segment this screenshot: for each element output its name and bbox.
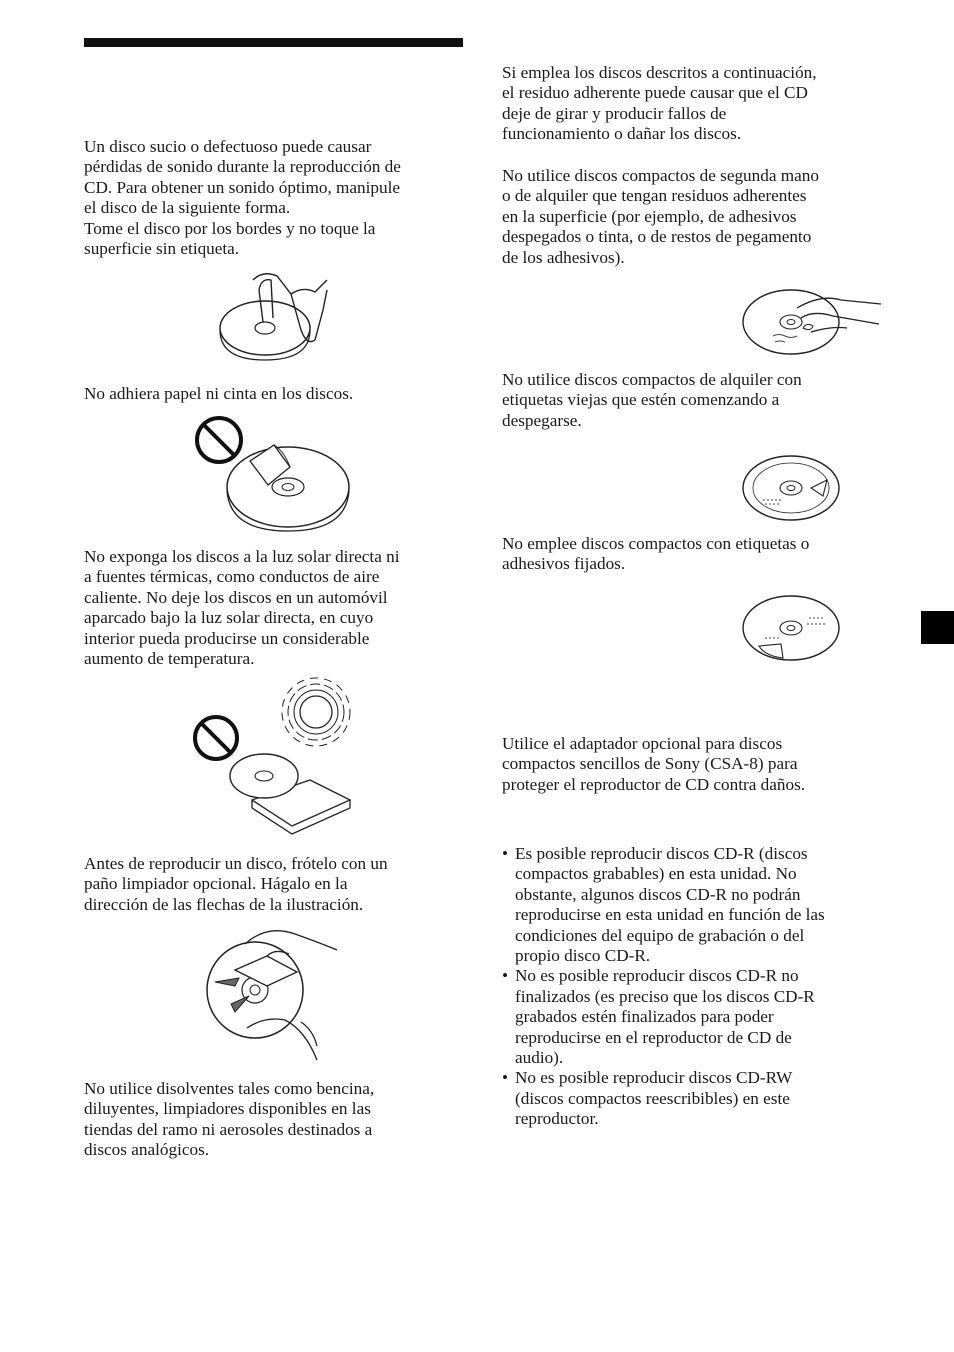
text-line: interior pueda producirse un considerable [84, 628, 370, 648]
text-line: de los adhesivos). [502, 247, 625, 267]
text-line: Antes de reproducir un disco, frótelo con un [84, 854, 388, 873]
text-line: (discos compactos reescribibles) en este [515, 1088, 790, 1108]
text-line: No utilice discos compactos de alquiler con [502, 370, 802, 389]
text-line: audio). [515, 1048, 564, 1068]
list-item [502, 966, 892, 1068]
text-line: discos analógicos. [84, 1140, 210, 1160]
list-item [502, 844, 892, 966]
bullet-symbol: • [502, 966, 509, 986]
list-item [502, 1068, 892, 1129]
text-line: adhesivos fijados. [502, 554, 626, 574]
no-heat-text [84, 547, 469, 669]
no-solvents-text [84, 1079, 469, 1161]
peeling-labels-text [502, 370, 892, 431]
text-line: No exponga los discos a la luz solar directa ni [84, 547, 400, 566]
text-line: finalizados (es preciso que los discos CD-R [515, 986, 815, 1006]
adhesive-residue-disc-icon [741, 288, 883, 358]
text-line: etiquetas viejas que estén comenzando a [502, 390, 780, 410]
text-line: proteger el reproductor de CD contra daños. [502, 774, 806, 794]
residue-warning-text [502, 63, 892, 145]
text-line: despegados o tinta, o de restos de pegamento [502, 227, 812, 247]
text-line: reproducirse en esta unidad en función de las [515, 905, 825, 925]
text-line: aparcado bajo la luz solar directa, en cuyo [84, 608, 374, 628]
text-line: Tome el disco por los bordes y no toque la [84, 218, 376, 238]
text-line: propio disco CD-R. [515, 946, 651, 966]
text-line: aumento de temperatura. [84, 649, 255, 669]
text-line: diluyentes, limpiadores disponibles en las [84, 1099, 371, 1119]
section-rule [84, 38, 463, 47]
wipe-disc-icon [205, 920, 340, 1068]
text-line: tiendas del ramo ni aerosoles destinados a [84, 1119, 373, 1139]
text-line: No adhiera papel ni cinta en los discos. [84, 384, 354, 403]
no-labels-stickers-text [502, 534, 892, 575]
text-line: funcionamiento o dañar los discos. [502, 124, 742, 144]
text-line: dirección de las flechas de la ilustración. [84, 894, 364, 914]
text-line: No es posible reproducir discos CD-RW [515, 1068, 793, 1088]
bullet-symbol: • [502, 844, 509, 863]
bullet-symbol: • [502, 1068, 509, 1088]
text-line: grabados estén finalizados para poder [515, 1007, 774, 1027]
hand-holding-disc-icon [215, 270, 331, 366]
text-line: No utilice discos compactos de segunda mano [502, 166, 819, 185]
text-line: despegarse. [502, 410, 582, 430]
text-line: Si emplea los discos descritos a continuación, [502, 63, 817, 82]
text-line: compactos grabables) en esta unidad. No [515, 864, 797, 884]
text-line: compactos sencillos de Sony (CSA-8) para [502, 754, 798, 774]
text-line: en la superficie (por ejemplo, de adhesivos [502, 206, 797, 226]
second-hand-discs-text [502, 166, 892, 268]
text-line: reproductor. [515, 1109, 599, 1129]
section-tab-marker [921, 611, 954, 644]
text-line: a fuentes térmicas, como conductos de aire [84, 567, 380, 587]
text-line: el disco de la siguiente forma. [84, 198, 291, 218]
cdr-notes-list [502, 844, 892, 1130]
text-line: condiciones del equipo de grabación o del [515, 925, 805, 945]
text-line: No es posible reproducir discos CD-R no [515, 966, 799, 986]
text-line: el residuo adherente puede causar que el CD [502, 83, 808, 103]
peeling-label-disc-icon [741, 454, 841, 522]
text-line: Utilice el adaptador opcional para discos [502, 734, 783, 753]
text-line: deje de girar y producir fallos de [502, 103, 727, 123]
wipe-disc-text [84, 854, 469, 915]
text-line: o de alquiler que tengan residuos adherentes [502, 186, 807, 206]
text-line: Un disco sucio o defectuoso puede causar [84, 137, 372, 156]
text-line: obstante, algunos discos CD-R no podrán [515, 884, 801, 904]
text-line: No utilice disolventes tales como bencina, [84, 1079, 375, 1098]
no-tape-text [84, 384, 469, 404]
adapter-text [502, 734, 892, 795]
text-line: superficie sin etiqueta. [84, 239, 240, 259]
text-line: caliente. No deje los discos en un automóvil [84, 587, 388, 607]
text-line: pérdidas de sonido durante la reproducción de [84, 157, 401, 177]
text-line: paño limpiador opcional. Hágalo en la [84, 874, 348, 894]
sticker-disc-icon [741, 594, 841, 664]
text-line: CD. Para obtener un sonido óptimo, manipule [84, 177, 401, 197]
text-line: reproducirse en el reproductor de CD de [515, 1027, 792, 1047]
no-heat-sun-icon [192, 682, 357, 837]
handling-intro-text [84, 137, 469, 259]
no-tape-on-disc-icon [194, 415, 354, 535]
text-line: Es posible reproducir discos CD-R (discos [515, 844, 808, 863]
text-line: No emplee discos compactos con etiquetas o [502, 534, 810, 553]
